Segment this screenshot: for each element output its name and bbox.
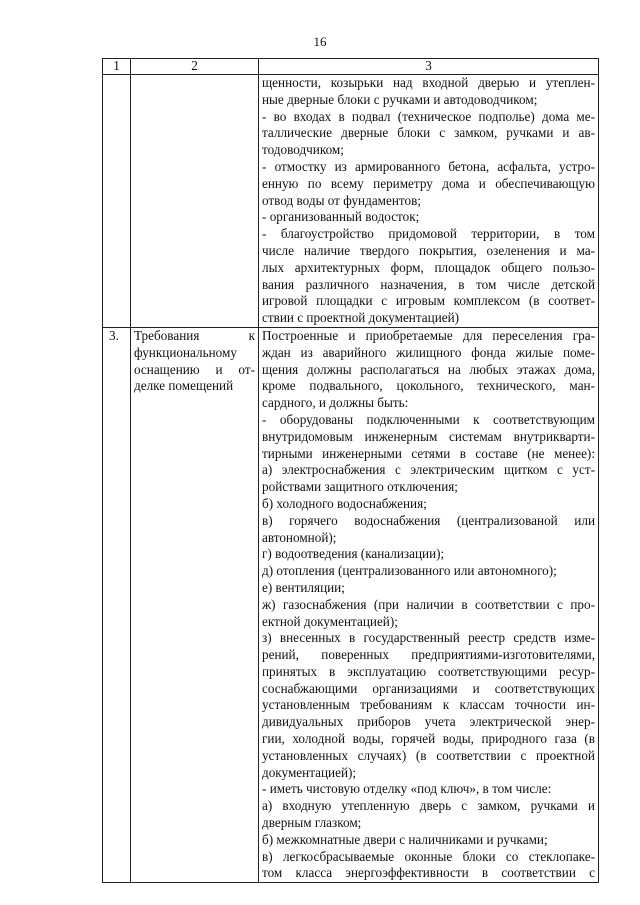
text-line: в) горячего водоснабжения (централизованой или — [262, 512, 595, 528]
header-col-2: 2 — [131, 59, 259, 75]
text-line: тодоводчиком; — [262, 142, 344, 158]
text-line: числе наличие твердого покрытия, озеленения и ма- — [262, 242, 595, 258]
text-line: внутридомовым инженерным системам внутрикварти- — [262, 428, 595, 444]
text-line: установленных случаях) (в соответствии с проектной — [262, 747, 595, 763]
text-line: б) межкомнатные двери с наличниками и ручками; — [262, 831, 548, 847]
text-line: документацией); — [262, 764, 357, 780]
text-line: - организованный водосток; — [262, 209, 420, 225]
text-line: б) холодного водоснабжения; — [262, 495, 427, 511]
text-line: ройствами защитного отключения; — [262, 479, 458, 495]
text-line: отвод воды от фундаментов; — [262, 192, 421, 208]
text-line: щения должны располагаться на любых этажах дома, — [262, 361, 595, 377]
text-line: рений, поверенных предприятиями-изготовителями, — [262, 647, 595, 663]
requirement-line: делке помещений — [134, 378, 234, 394]
text-line: автономной); — [262, 529, 337, 545]
text-line: енную по всему периметру дома и обеспечивающую — [262, 175, 595, 191]
requirement-line: функциональному — [134, 344, 237, 360]
header-col-3: 3 — [259, 59, 599, 75]
row-number — [103, 75, 131, 328]
text-line: кроме подвального, цокольного, технического, ман- — [262, 378, 595, 394]
text-line: ж) газоснабжения (при наличии в соответствии с про- — [262, 596, 595, 612]
text-line: сардного, и должны быть: — [262, 395, 409, 411]
text-line: щенности, козырьки над входной дверью и утеплен- — [262, 75, 595, 90]
text-line: таллические дверные блоки с замком, ручками и ав- — [262, 125, 595, 141]
text-line: - благоустройство придомовой территории, в том — [262, 226, 595, 242]
text-line: з) внесенных в государственный реестр средств изме- — [262, 630, 595, 646]
requirement-text — [259, 327, 599, 882]
text-line: д) отопления (централизованного или автономного); — [262, 563, 557, 579]
text-line: лых архитектурных форм, площадок общего пользо- — [262, 259, 595, 275]
text-line: ектной документацией); — [262, 613, 398, 629]
text-line: - во входах в подвал (техническое подполье) дома ме- — [262, 108, 595, 124]
text-line: соснабжающими организациями и соответствующих — [262, 680, 595, 696]
text-line: установленным требованиям к классам точности ин- — [262, 697, 595, 713]
table-row — [103, 327, 599, 882]
text-line: том класса энергоэффективности в соответствии с — [262, 865, 595, 881]
table-header-row — [103, 59, 599, 75]
text-line: игровой площадки с игровым комплексом (в соответ- — [262, 293, 595, 309]
header-col-1: 1 — [103, 59, 131, 75]
page-number: 16 — [313, 34, 327, 49]
text-line: а) входную утепленную дверь с замком, ручками и — [262, 798, 595, 814]
text-line: ствии с проектной документацией) — [262, 310, 460, 326]
text-line: гии, холодной воды, горячей воды, природного газа (в — [262, 731, 595, 747]
row-number: 3. — [103, 327, 131, 882]
text-line: тирными инженерными сетями в составе (не менее): — [262, 445, 595, 461]
text-line: - иметь чистовую отделку «под ключ», в том числе: — [262, 781, 552, 797]
requirement-name — [131, 327, 259, 882]
text-line: ждан из аварийного жилищного фонда жилые поме- — [262, 344, 595, 360]
text-line: - оборудованы подключенными к соответствующим — [262, 411, 595, 427]
text-line: принятых в эксплуатацию соответствующими ресур- — [262, 663, 595, 679]
requirement-text — [259, 75, 599, 328]
requirement-line: оснащению и от- — [134, 361, 255, 377]
text-line: ные дверные блоки с ручками и автодоводчиком; — [262, 91, 538, 107]
text-line: вания различного назначения, в том числе детской — [262, 276, 595, 292]
text-line: е) вентиляции; — [262, 579, 345, 595]
text-line: г) водоотведения (канализации); — [262, 546, 445, 562]
requirement-name — [131, 75, 259, 328]
table-row — [103, 75, 599, 328]
requirement-line: Требования к — [134, 327, 255, 343]
text-line: дверным глазком; — [262, 815, 362, 831]
text-line: в) легкосбрасываемые оконные блоки со стеклопаке- — [262, 848, 595, 864]
text-line: дивидуальных приборов учета электрической энер- — [262, 714, 595, 730]
text-line: - отмостку из армированного бетона, асфальта, устро- — [262, 158, 595, 174]
text-line: Построенные и приобретаемые для переселения гра- — [262, 327, 595, 343]
requirements-table — [102, 58, 599, 883]
text-line: а) электроснабжения с электрическим щитком с уст- — [262, 462, 595, 478]
